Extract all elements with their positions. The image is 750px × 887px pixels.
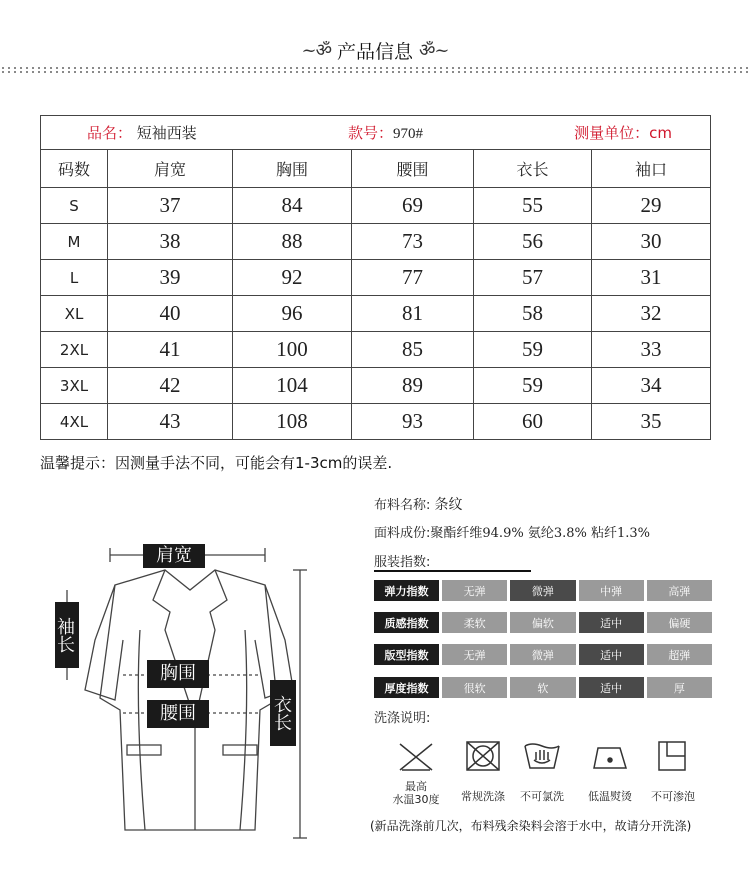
table-cell: 35 bbox=[592, 404, 711, 440]
header-cell: 袖口 bbox=[592, 150, 711, 188]
header-cell: 腰围 bbox=[352, 150, 474, 188]
table-cell: 42 bbox=[108, 368, 233, 404]
size-table bbox=[40, 115, 711, 440]
fabric-name: 布料名称: 条纹 bbox=[374, 497, 463, 513]
table-cell: 81 bbox=[352, 296, 474, 332]
table-row bbox=[41, 260, 711, 296]
table-row bbox=[41, 188, 711, 224]
wash-label: 常规洗涤 bbox=[461, 790, 505, 803]
label-chest: 胸围 bbox=[147, 660, 209, 688]
size-cell: L bbox=[41, 260, 108, 296]
table-cell: 56 bbox=[474, 224, 592, 260]
wash-label: 低温熨烫 bbox=[588, 790, 632, 803]
flourish-right-icon: ॐ~ bbox=[419, 40, 449, 61]
flourish-left-icon: ~ॐ bbox=[301, 40, 331, 61]
header-cell: 衣长 bbox=[474, 150, 592, 188]
table-row bbox=[41, 368, 711, 404]
header-cell: 肩宽 bbox=[108, 150, 233, 188]
index-label: 质感指数 bbox=[374, 612, 439, 633]
dotted-divider bbox=[0, 66, 750, 74]
table-cell: 100 bbox=[233, 332, 352, 368]
index-option: 软 bbox=[510, 677, 575, 698]
index-option: 偏软 bbox=[510, 612, 575, 633]
header-cell: 码数 bbox=[41, 150, 108, 188]
table-row bbox=[41, 332, 711, 368]
table-cell: 55 bbox=[474, 188, 592, 224]
table-cell: 58 bbox=[474, 296, 592, 332]
index-label: 厚度指数 bbox=[374, 677, 439, 698]
no-bleach-icon bbox=[522, 738, 562, 774]
index-option: 微弹 bbox=[510, 644, 575, 665]
table-cell: 69 bbox=[352, 188, 474, 224]
header-cell: 胸围 bbox=[233, 150, 352, 188]
wash-note: (新品洗涤前几次，布料残余染料会溶于水中，故请分开洗涤) bbox=[370, 819, 692, 833]
fabric-composition: 面料成份:聚酯纤维94.9% 氨纶3.8% 粘纤1.3% bbox=[374, 526, 651, 541]
table-cell: 38 bbox=[108, 224, 233, 260]
table-cell: 37 bbox=[108, 188, 233, 224]
table-cell: 40 bbox=[108, 296, 233, 332]
table-cell: 108 bbox=[233, 404, 352, 440]
table-cell: 59 bbox=[474, 332, 592, 368]
table-cell: 41 bbox=[108, 332, 233, 368]
table-cell: 89 bbox=[352, 368, 474, 404]
table-cell: 31 bbox=[592, 260, 711, 296]
table-cell: 84 bbox=[233, 188, 352, 224]
table-row bbox=[41, 224, 711, 260]
table-cell: 43 bbox=[108, 404, 233, 440]
index-underline bbox=[374, 570, 531, 572]
section-header bbox=[0, 30, 750, 70]
table-cell: 96 bbox=[233, 296, 352, 332]
index-option-selected: 适中 bbox=[579, 677, 644, 698]
hand-wash-30-icon bbox=[396, 738, 436, 774]
table-cell: 57 bbox=[474, 260, 592, 296]
index-option: 中弹 bbox=[579, 580, 644, 601]
index-option: 无弹 bbox=[442, 580, 507, 601]
index-option: 超弹 bbox=[647, 644, 712, 665]
table-row bbox=[41, 296, 711, 332]
index-row-texture bbox=[374, 612, 712, 633]
table-cell: 77 bbox=[352, 260, 474, 296]
size-cell: 2XL bbox=[41, 332, 108, 368]
product-code: 款号：970# bbox=[347, 124, 423, 142]
index-option: 柔软 bbox=[442, 612, 507, 633]
wash-label: 最高 水温30度 bbox=[392, 780, 440, 806]
no-soak-icon bbox=[653, 738, 693, 774]
table-cell: 34 bbox=[592, 368, 711, 404]
index-option: 偏硬 bbox=[647, 612, 712, 633]
table-cell: 88 bbox=[233, 224, 352, 260]
label-waist: 腰围 bbox=[147, 700, 209, 728]
wash-title: 洗涤说明: bbox=[374, 711, 431, 726]
table-cell: 104 bbox=[233, 368, 352, 404]
table-cell: 59 bbox=[474, 368, 592, 404]
size-cell: 4XL bbox=[41, 404, 108, 440]
table-cell: 92 bbox=[233, 260, 352, 296]
table-cell: 60 bbox=[474, 404, 592, 440]
no-machine-wash-icon bbox=[463, 738, 503, 774]
index-option-selected: 适中 bbox=[579, 612, 644, 633]
index-option: 很软 bbox=[442, 677, 507, 698]
index-option-selected: 适中 bbox=[579, 644, 644, 665]
label-length: 衣长 bbox=[270, 680, 296, 746]
label-shoulder: 肩宽 bbox=[143, 544, 205, 568]
table-row bbox=[41, 404, 711, 440]
table-cell: 39 bbox=[108, 260, 233, 296]
table-cell: 33 bbox=[592, 332, 711, 368]
index-label: 版型指数 bbox=[374, 644, 439, 665]
index-option: 厚 bbox=[647, 677, 712, 698]
low-iron-icon bbox=[590, 738, 630, 774]
wash-label: 不可氯洗 bbox=[520, 790, 564, 803]
product-name: 品名： 短袖西装 bbox=[87, 124, 197, 142]
table-cell: 85 bbox=[352, 332, 474, 368]
index-row-thickness bbox=[374, 677, 712, 698]
index-option: 无弹 bbox=[442, 644, 507, 665]
table-cell: 32 bbox=[592, 296, 711, 332]
size-cell: XL bbox=[41, 296, 108, 332]
table-cell: 93 bbox=[352, 404, 474, 440]
index-option-selected: 微弹 bbox=[510, 580, 575, 601]
measure-unit: 测量单位：cm bbox=[574, 124, 673, 142]
table-header-row bbox=[41, 150, 711, 188]
section-title: 产品信息 bbox=[336, 40, 413, 63]
size-cell: M bbox=[41, 224, 108, 260]
table-cell: 29 bbox=[592, 188, 711, 224]
product-info-row bbox=[41, 116, 711, 150]
table-cell: 73 bbox=[352, 224, 474, 260]
index-title: 服装指数: bbox=[374, 555, 431, 570]
size-cell: S bbox=[41, 188, 108, 224]
index-option: 高弹 bbox=[647, 580, 712, 601]
jacket-outline-icon bbox=[55, 530, 355, 850]
garment-diagram bbox=[55, 530, 355, 850]
index-label: 弹力指数 bbox=[374, 580, 439, 601]
size-cell: 3XL bbox=[41, 368, 108, 404]
index-row-elasticity bbox=[374, 580, 712, 601]
table-cell: 30 bbox=[592, 224, 711, 260]
index-row-fit bbox=[374, 644, 712, 665]
label-sleeve: 袖长 bbox=[55, 602, 79, 668]
measurement-tip: 温馨提示：因测量手法不同，可能会有1-3cm的误差. bbox=[40, 454, 393, 472]
wash-label: 不可渗泡 bbox=[651, 790, 695, 803]
